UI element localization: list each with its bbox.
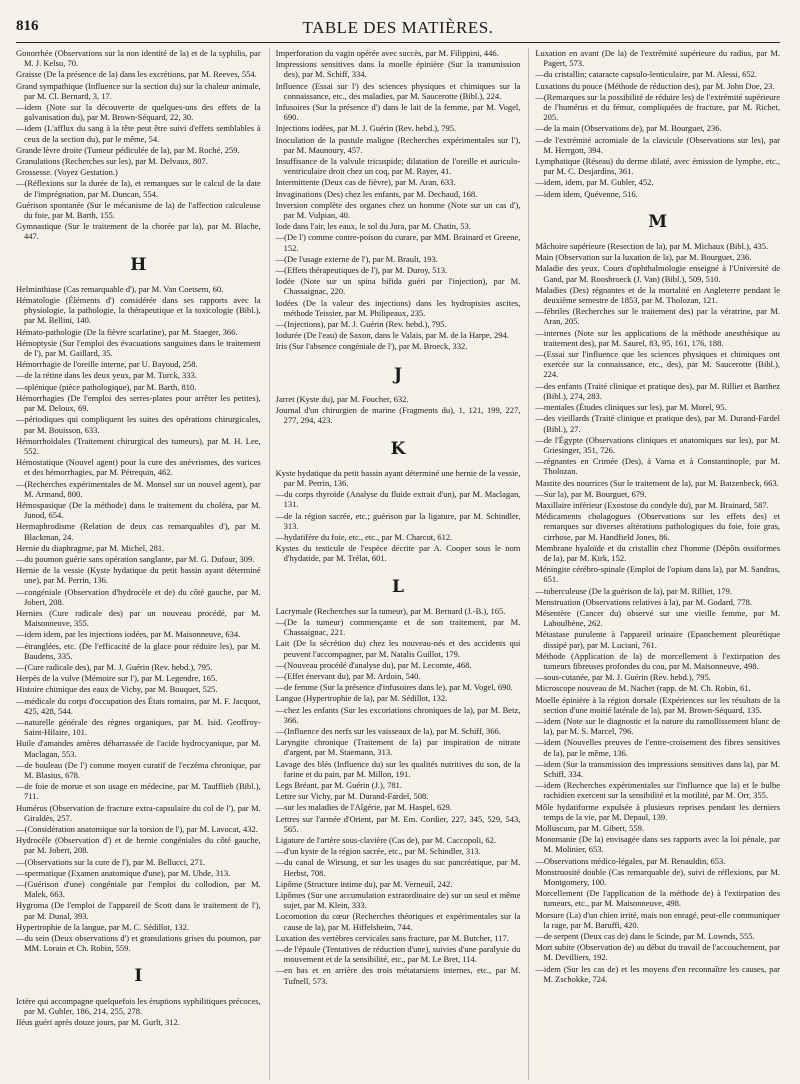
index-entry: Main (Observation sur la luxation de la), par M. Bourguet, 236. <box>535 252 752 263</box>
entry-group <box>276 606 521 986</box>
index-entry: Lettre sur Vichy, par M. Durand-Fardel, 508. <box>275 791 429 802</box>
index-entry: Hernie de la vessie (Kyste hydatique du petit bassin ayant déterminé une), par M. Perrin, 136. <box>16 565 261 586</box>
index-entry: —(Recherches expérimentales de M. Monsel sur un nouvel agent), par M. Armand, 800. <box>16 478 261 499</box>
entry-group <box>16 996 261 1028</box>
index-entry: —de l'épaule (Tentatives de réduction d'une), suivies d'une paralysie du mouvement et de la sensibilité, etc., par M. Le Bret, 114. <box>275 944 521 965</box>
index-entry: —étranglées, etc. (De l'efficacité de la glace pour réduire les), par M. Baudens, 335. <box>16 640 261 661</box>
index-entry: Hémorrhagies (De l'emploi des serres-plates pour arrêter les petites), par M. Deloux, 69. <box>16 392 261 414</box>
index-entry: —(Nouveau procédé d'analyse du), par M. Lecomte, 468. <box>275 659 472 670</box>
index-entry: Hernies (Cure radicale des) par un nouveau procédé, par M. Maisonneuve, 355. <box>16 607 261 629</box>
index-entry: Infusoires (Sur la présence d') dans le lait de la femme, par M. Vogel, 690. <box>275 102 521 123</box>
index-entry: —de l'Égypte (Observations cliniques et anatomiques sur les), par M. Griesinger, 351, 726. <box>535 434 781 455</box>
index-entry: —de la rétine dans les deux yeux, par M. Turck, 333. <box>16 370 197 381</box>
index-entry: Membrane hyaloïde et du cristallin chez l'homme (Dépôts ossiformes de la), par M. Kirk, 152. <box>535 542 781 563</box>
index-entry: —de l'extrémité acromiale de la clavicule (Observations sur les), par M. Herrgott, 394. <box>535 134 781 155</box>
index-entry: —idem idem, par les injections iodées, par M. Maisonneuve, 634. <box>16 629 241 640</box>
index-entry: Molluscum, par M. Gibert, 559. <box>535 823 644 834</box>
index-entry: —(Remarques sur la possibilité de réduire les) de l'extrémité supérieure de l'humérus et du fémur, compliquées de fracture, par M. Richet, 205. <box>535 91 781 123</box>
index-entry: Mâchoire supérieure (Resection de la), par M. Michaux (Bibl.), 435. <box>535 241 769 252</box>
index-entry: —(Influence des nerfs sur les vaisseaux de la), par M. Schiff, 366. <box>275 725 501 736</box>
index-entry: —fébriles (Recherches sur le traitement des) par la vératrine, par M. Aran, 205. <box>535 306 781 327</box>
index-entry: Gonorrhée (Observations sur la non identité de la) et de la syphilis, par M. J. Kelso, 70. <box>16 48 261 69</box>
index-entry: Moelle épinière à la région dorsale (Expériences sur les résultats de la section d'une moitié latérale de la), par M. Brown-Séquard, 135. <box>535 694 781 715</box>
index-entry: Lavage des blés (Influence du) sur les qualités nutritives du son, de la farine et du pain, par M. Millon, 191. <box>275 758 521 779</box>
index-entry: Médicaments cholagogues (Observations sur les effets des) et remarques sur diverses altérations pathologiques du foie, foie gras, cirrhose, par M. Handfield Jones, 86. <box>535 511 781 542</box>
index-entry: Insuffisance de la valvule tricuspide; dilatation de l'oreille et auriculo-ventriculaire droit chez un coq, par M. Rayer, 41. <box>275 156 521 177</box>
index-entry: —spermatique (Examen anatomique d'une), par M. Uhde, 313. <box>16 867 231 878</box>
index-entry: Langue (Hypertrophie de la), par M. Sédillot, 132. <box>275 693 448 704</box>
index-entry: Iodurée (De l'eau) de Saxon, dans le Valais, par M. de la Harpe, 294. <box>275 330 509 341</box>
index-entry: Kystes du testicule de l'espèce décrite par A. Cooper sous le nom d'hydatide, par M. Trélat, 601. <box>275 543 521 564</box>
section-letter-m: M <box>648 211 668 232</box>
section-letter-h: H <box>130 254 147 275</box>
index-entry: Locomotion du cœur (Recherches théoriques et expérimentales sur la cause de la), par M. Hiffelsheim, 744. <box>275 911 521 932</box>
index-entry: —sous-cutanée, par M. J. Guérin (Rev. hebd.), 795. <box>535 672 711 683</box>
index-entry: —tuberculeuse (De la guérison de la), par M. Rilliet, 179. <box>535 585 732 596</box>
index-entry: Mésentère (Cancer du) observé sur une vieille femme, par M. Laboulbène, 262. <box>535 607 781 629</box>
index-entry: —de la région sacrée, etc.; guérison par la ligature, par M. Schindler, 313. <box>275 510 521 531</box>
index-entry: —de serpent (Deux cas de) dans le Scinde, par M. Lownds, 555. <box>535 931 755 942</box>
index-entry: Maxillaire inférieur (Exostose du condyle du), par M. Brainard, 587. <box>535 499 769 510</box>
index-entry: —des enfants (Traité clinique et pratique des), par M. Rilliet et Barthez (Bibl.), 274, 283. <box>535 380 781 401</box>
index-entry: Kyste hydatique du petit bassin ayant déterminé une hernie de la vessie, par M. Perrin, 136. <box>275 467 521 488</box>
index-entry: Monstruosité double (Cas remarquable de), suivi de réflexions, par M. Montgomery, 100. <box>535 866 781 888</box>
index-entry: Helminthiase (Cas remarquable d'), par M. Van Coetsem, 60. <box>16 283 224 294</box>
index-entry: Hémoptysie (Sur l'emploi des évacuations sanguines dans le traitement de l'), par M. Gaillard, 35. <box>16 337 261 359</box>
index-entry: —idem (Note sur le diagnostic et la nature du ramollissement blanc de la), par M. S. Marcel, 796. <box>535 715 781 737</box>
index-entry: —(Injections), par M. J. Guérin (Rev. hebd.), 795. <box>275 319 447 330</box>
index-entry: Hernie du diaphragme, par M. Michel, 281. <box>16 542 165 553</box>
index-entry: Herpès de la vulve (Mémoire sur l'), par M. Legendre, 165. <box>16 673 218 684</box>
index-entry: Maladie des yeux. Cours d'ophthalmologie enseigné à l'Université de Gand, par M. Roosbroeck (J. Van) (Bibl.), 509, 510. <box>535 263 781 284</box>
index-entry: Menstruation (Observations relatives à la), par M. Godard, 778. <box>535 596 753 607</box>
page-header <box>16 18 780 43</box>
index-entry: —des vieillards (Traité clinique et pratique des), par M. Durand-Fardel (Bibl.), 27. <box>535 413 781 434</box>
entry-group <box>276 48 521 352</box>
index-entry: —idem (Sur les cas de) et les moyens d'en reconnaître les causes, par M. Zschokke, 724. <box>535 963 781 984</box>
index-entry: —chez les enfants (Sur les excoriations chroniques de la), par M. Betz, 366. <box>275 704 521 725</box>
index-entry: Hématologie (Éléments d') considérée dans ses rapports avec la physiologie, la pathologie, la thérapeutique et la toxicologie (Bibl.), par M. Bellini, 140. <box>16 295 261 326</box>
index-entry: Guérison spontanée (Sur le mécanisme de la) de l'affection calculeuse du foie, par M. Barth, 155. <box>16 199 261 221</box>
index-entry: Inoculation de la pustule maligne (Recherches expérimentales sur l'), par M. Maunoury, 457. <box>275 134 521 155</box>
section-letter-j: J <box>393 364 403 385</box>
index-entry: —splénique (pièce pathologique), par M. Barth, 810. <box>16 381 197 392</box>
index-entry: Influence (Essai sur l') des sciences physiques et chimiques sur la connaissance, etc., des maladies, par M. Saucerotte (Bibl.), 224. <box>275 80 521 101</box>
index-entry: —idem (Nouvelles preuves de l'entre-croisement des fibres sensitives de la), par le même, 136. <box>535 737 781 758</box>
index-entry: Môle hydatiforme expulsée à plusieurs reprises pendant les derniers temps de la vie, par M. Depaul, 139. <box>535 801 781 822</box>
index-entry: —du sein (Deux observations d') et granulations grises du poumon, par MM. Lorain et Ch. Robin, 559. <box>16 933 261 954</box>
index-entry: —de femme (Sur la présence d'infusoires dans le), par M. Vogel, 690. <box>275 682 513 693</box>
page-number: 816 <box>16 18 39 34</box>
index-entry: Iodées (De la valeur des injections) dans les hydropisies ascites, méthode Teissier, par M. Philipeaux, 235. <box>275 297 521 318</box>
index-entry: —en bas et en arrière des trois métatarsiens internes, etc., par M. Tufnell, 573. <box>275 965 521 986</box>
index-entry: Histoire chimique des eaux de Vichy, par M. Bouquet, 525. <box>16 684 218 695</box>
column-3 <box>528 48 780 1080</box>
entry-group <box>16 48 261 242</box>
index-entry: —idem (Note sur la découverte de quelques-uns des effets de la galvanisation du), par M. Brown-Séquard, 22, 30. <box>16 102 261 123</box>
index-entry: Mort subite (Observation de) au début du travail de l'accouchement, par M. Devilliers, 192. <box>535 942 781 963</box>
index-entry: Intermittente (Deux cas de fièvre), par M. Aran, 633. <box>275 177 456 188</box>
index-entry: —(De l'usage externe de l'), par M. Brault, 193. <box>275 253 438 264</box>
index-entry: Métastase purulente à l'appareil urinaire (Epanchement pleurétique dissipé par), par M. Luciani, 761. <box>535 629 781 650</box>
index-entry: Injections iodées, par M. J. Guérin (Rev. hebd.), 795. <box>275 123 457 134</box>
entry-group <box>276 394 521 426</box>
index-entry: —médicale du corps d'occupation des États romains, par M. F. Jacquot, 425, 428, 544. <box>16 695 261 716</box>
index-entry: Lipômes (Sur une accumulation extraordinaire de) sur un seul et même sujet, par M. Klein, 333. <box>275 890 521 911</box>
index-entry: —(De l') comme contre-poison du curare, par MM. Brainard et Greene, 152. <box>275 232 521 253</box>
index-entry: Iodée (Note sur un spina bifida guéri par l'injection), par M. Chassaignac, 220. <box>275 276 521 297</box>
index-entry: Microscope nouveau de M. Nachet (rapp. de M. Ch. Robin, 61. <box>535 683 751 694</box>
index-entry: —du canal de Wirsung, et sur les usages du suc pancréatique, par M. Herbst, 708. <box>275 857 521 878</box>
index-entry: Lait (De la sécrétion du) chez les nouveau-nés et des accidents qui peuvent l'accompagner, par M. Natalis Guillot, 179. <box>275 638 521 659</box>
column-2 <box>269 48 521 1080</box>
index-entry: Granulations (Recherches sur les), par M. Delvaux, 807. <box>16 156 208 167</box>
index-entry: —hydatifère du foie, etc., etc., par M. Charcot, 612. <box>275 531 453 542</box>
section-letter-k: K <box>390 438 406 459</box>
index-entry: —de foie de morue et son usage en médecine, par M. Taufflieb (Bibl.), 711. <box>16 781 261 802</box>
index-entry: —naturelle générale des règnes organiques, par M. Isid. Geoffroy-Saint-Hilaire, 101. <box>16 716 261 738</box>
index-entry: Hydrocèle (Observation d') et de hernie congéniales du côté gauche, par M. Jobert, 208. <box>16 835 261 856</box>
index-entry: Lacrymale (Recherches sur la tumeur), par M. Bernard (J.-B.), 165. <box>275 605 506 616</box>
index-entry: Maladies (Des) régnantes et de la mortalité en Angleterre pendant le deuxième semestre de 1853, par M. Tholozan, 121. <box>535 284 781 306</box>
index-entry: Hémospasique (De la méthode) dans le traitement du choléra, par M. Junod, 654. <box>16 499 261 521</box>
index-entry: —idem (L'afflux du sang à la tête peut être suivi d'effets semblables à ceux de la section du), par le même, 54. <box>16 123 261 144</box>
index-entry: Iléus guéri après douze jours, par M. Gurlt, 312. <box>16 1017 180 1028</box>
index-entry: Luxation des vertèbres cervicales sans fracture, par M. Butcher, 117. <box>275 932 509 943</box>
index-entry: —mentales (Études cliniques sur les), par M. Morel, 95. <box>535 402 727 413</box>
index-entry: Ictère qui accompagne quelquefois les éruptions syphilitiques précoces, par M. Gubler, 186, 214, 255, 278. <box>16 995 261 1016</box>
index-entry: Legs Bréant, par M. Guérin (J.), 781. <box>275 779 402 790</box>
index-entry: —Sur la), par M. Bourguet, 679. <box>535 488 647 499</box>
index-entry: Hémorrhoïdales (Traitement chirurgical des tumeurs), par M. H. Lee, 552. <box>16 435 261 456</box>
index-entry: —(Essai sur l'influence que les sciences physiques et chimiques ont exercée sur la connaissance, etc., des), par M. Saucerotte (Bibl.), 224. <box>535 349 781 380</box>
index-entry: Laryngite chronique (Traitement de la) par inspiration de nitrate d'argent, par M. Staemann, 313. <box>275 737 521 758</box>
index-entry: —(Réflexions sur la durée de la), et remarques sur le calcul de la date de l'imprégnation, par M. Duncan, 554. <box>16 178 261 199</box>
index-entry: —(Guérison d'une) congéniale par l'emploi du collodion, par M. Malek, 663. <box>16 879 261 900</box>
index-entry: Iris (Sur l'absence congéniale de l'), par M. Broeck, 332. <box>275 341 468 352</box>
index-entry: Monomanie (De la) envisagée dans ses rapports avec la loi pénale, par M. Molinier, 653. <box>535 834 781 855</box>
index-entry: —de la main (Observations de), par M. Bourguet, 236. <box>535 123 722 134</box>
index-entry: Gymnastique (Sur le traitement de la chorée par la), par M. Blache, 447. <box>16 221 261 242</box>
index-entry: Huile d'amandes amères débarrassée de l'acide hydrocyanique, par M. Maclagan, 553. <box>16 738 261 759</box>
index-entry: —congéniale (Observation d'hydrocèle et de) du côté gauche, par M. Jobert, 208. <box>16 586 261 607</box>
index-entry: —périodiques qui compliquent les suites des opérations chirurgicales, par M. Bouisson, 633. <box>16 414 261 435</box>
index-entry: Invaginations (Des) chez les enfants, par M. Dechaud, 168. <box>275 188 478 199</box>
section-letter-l: L <box>392 576 404 597</box>
index-entry: Inversion complète des organes chez un homme (Note sur un cas d'), par M. Vulpian, 40. <box>275 199 521 221</box>
index-columns <box>16 48 780 1080</box>
index-entry: Grossesse. (Voyez Gestation.) <box>16 167 118 178</box>
index-entry: Lymphatique (Réseau) du derme dilaté, avec émission de lymphe, etc., par M. C. Desjardins, 361. <box>535 156 781 177</box>
index-entry: Jarret (Kyste du), par M. Foucher, 632. <box>275 393 409 404</box>
running-title: TABLE DES MATIÈRES. <box>302 18 494 37</box>
index-entry: —du poumon guérie sans opération sanglante, par M. G. Dufour, 309. <box>16 553 255 564</box>
index-entry: —(De la tumeur) commençante et de son traitement, par M. Chassaignac, 221. <box>275 616 521 638</box>
index-entry: Journal d'un chirurgien de marine (Fragments du), 1, 121, 199, 227, 277, 294, 423. <box>275 405 521 426</box>
entry-group <box>535 241 780 984</box>
index-entry: Lipôme (Structure intime du), par M. Verneuil, 242. <box>275 878 453 889</box>
index-entry: Ligature de l'artère sous-clavière (Cas de), par M. Caccopoli, 62. <box>275 835 496 845</box>
index-entry: Graisse (De la présence de la) dans les excrétions, par M. Reeves, 554. <box>16 69 257 80</box>
index-entry: Hygroma (De l'emploi de l'appareil de Scott dans le traitement de l'), par M. Dunal, 393. <box>16 900 261 921</box>
index-entry: Hémato-pathologie (De la fièvre scarlatine), par M. Staeger, 366. <box>16 326 238 337</box>
index-entry: —sur les maladies de l'Algérie, par M. Haspel, 629. <box>275 802 452 813</box>
index-entry: —de bouleau (De l') comme moyen curatif de l'eczéma chronique, par M. Blasius, 678. <box>16 759 261 780</box>
index-entry: Morcellement (De l'application de la méthode de) à l'extirpation des tumeurs, etc., par M. Maisonneuve, 498. <box>535 888 781 909</box>
index-entry: Hémostatique (Nouvel agent) pour la cure des anévrismes, des varices et des hémorrhagies, par M. Pétrequin, 462. <box>16 457 261 478</box>
index-entry: —d'un kyste de la région sacrée, etc., par M. Schindler, 313. <box>275 846 481 857</box>
index-entry: —(Observations sur la cure de l'), par M. Bellucci, 271. <box>16 856 206 867</box>
index-entry: —internes (Note sur les applications de la méthode anesthésique au traitement des), par M. Saurel, 83, 95, 161, 176, 188. <box>535 327 781 348</box>
index-entry: —régnantes en Crimée (Des), à Varna et à Constantinople, par M. Tholozan. <box>535 456 781 477</box>
column-1 <box>16 48 261 1080</box>
entry-group <box>276 468 521 564</box>
index-entry: Morsure (La) d'un chien irrité, mais non enragé, peut-elle communiquer la rage, par M. Baruffi, 420. <box>535 909 781 930</box>
entry-group <box>16 284 261 954</box>
index-entry: Méthode (Application de la) de morcellement à l'extirpation des tumeurs fibreuses profondes du cou, par M. Maisonneuve, 498. <box>535 650 781 671</box>
index-entry: —(Cure radicale des), par M. J. Guérin (Rev. hebd.), 795. <box>16 661 213 672</box>
index-entry: Impressions sensitives dans la moelle épinière (Sur la transmission des), par M. Schiff, 334. <box>275 59 521 80</box>
index-entry: Lettres sur l'armée d'Orient, par M. Em. Cordier, 227, 345, 529, 543, 565. <box>275 813 521 834</box>
index-entry: Hémorrhagie de l'oreille interne, par U. Bayoud, 258. <box>16 359 198 370</box>
index-entry: —idem (Recherches expérimentales sur l'influence que la) et le bulbe rachidien exercent sur la sensibilité et la motilité, par M. Orr, 355. <box>535 780 781 801</box>
index-entry: Imperforation du vagin opérée avec succès, par M. Filippini, 446. <box>275 48 499 58</box>
entry-group <box>535 48 780 199</box>
index-entry: —idem idem, Quévenne, 516. <box>535 188 638 199</box>
index-entry: Grand sympathique (Influence sur la section du) sur la chaleur animale, par M. Cl. Bernard, 3, 17. <box>16 80 261 101</box>
index-entry: Mastite des nourrices (Sur le traitement de la), par M. Batzenbeck, 663. <box>535 477 779 488</box>
index-entry: —Observations médico-légales, par M. Renauldin, 653. <box>535 855 726 866</box>
index-entry: —idem (Sur la transmission des impressions sensitives dans la), par M. Schiff, 334. <box>535 758 781 779</box>
index-entry: —(Effet énervant du), par M. Ardoin, 540. <box>275 670 421 681</box>
index-entry: Luxation en avant (De la) de l'extrémité supérieure du radius, par M. Pagert, 573. <box>535 48 781 69</box>
index-entry: Iode dans l'air, les eaux, le sol du Jura, par M. Chatin, 53. <box>275 221 471 232</box>
index-entry: —du cristallin; cataracte capsulo-lenticulaire, par M. Alessi, 652. <box>535 69 757 80</box>
index-entry: —(Effets thérapeutiques de l'), par M. Duroy, 513. <box>275 265 448 276</box>
index-entry: Humérus (Observation de fracture extra-capsulaire du col de l'), par M. Giraldès, 257. <box>16 802 261 823</box>
index-entry: —du corps thyroïde (Analyse du fluide extrait d'un), par M. Maclagan, 131. <box>275 489 521 510</box>
index-entry: Hermaphrodisme (Relation de deux cas remarquables d'), par M. Blackman, 24. <box>16 521 261 542</box>
index-entry: Méningite cérébro-spinale (Emploi de l'opium dans la), par M. Sandras, 651. <box>535 564 781 585</box>
index-entry: Hypertrophie de la langue, par M. C. Sédillot, 132. <box>16 921 190 932</box>
index-entry: Luxations du pouce (Méthode de réduction des), par M. John Doe, 23. <box>535 80 775 91</box>
index-entry: Grande lèvre droite (Tumeur pédiculée de la), par M. Roché, 259. <box>16 144 240 155</box>
section-letter-i: I <box>134 966 143 987</box>
index-entry: —(Considération anatomique sur la torsion de l'), par M. Lavocat, 432. <box>16 824 258 835</box>
index-entry: —idem, idem, par M. Gubler, 452. <box>535 177 654 188</box>
